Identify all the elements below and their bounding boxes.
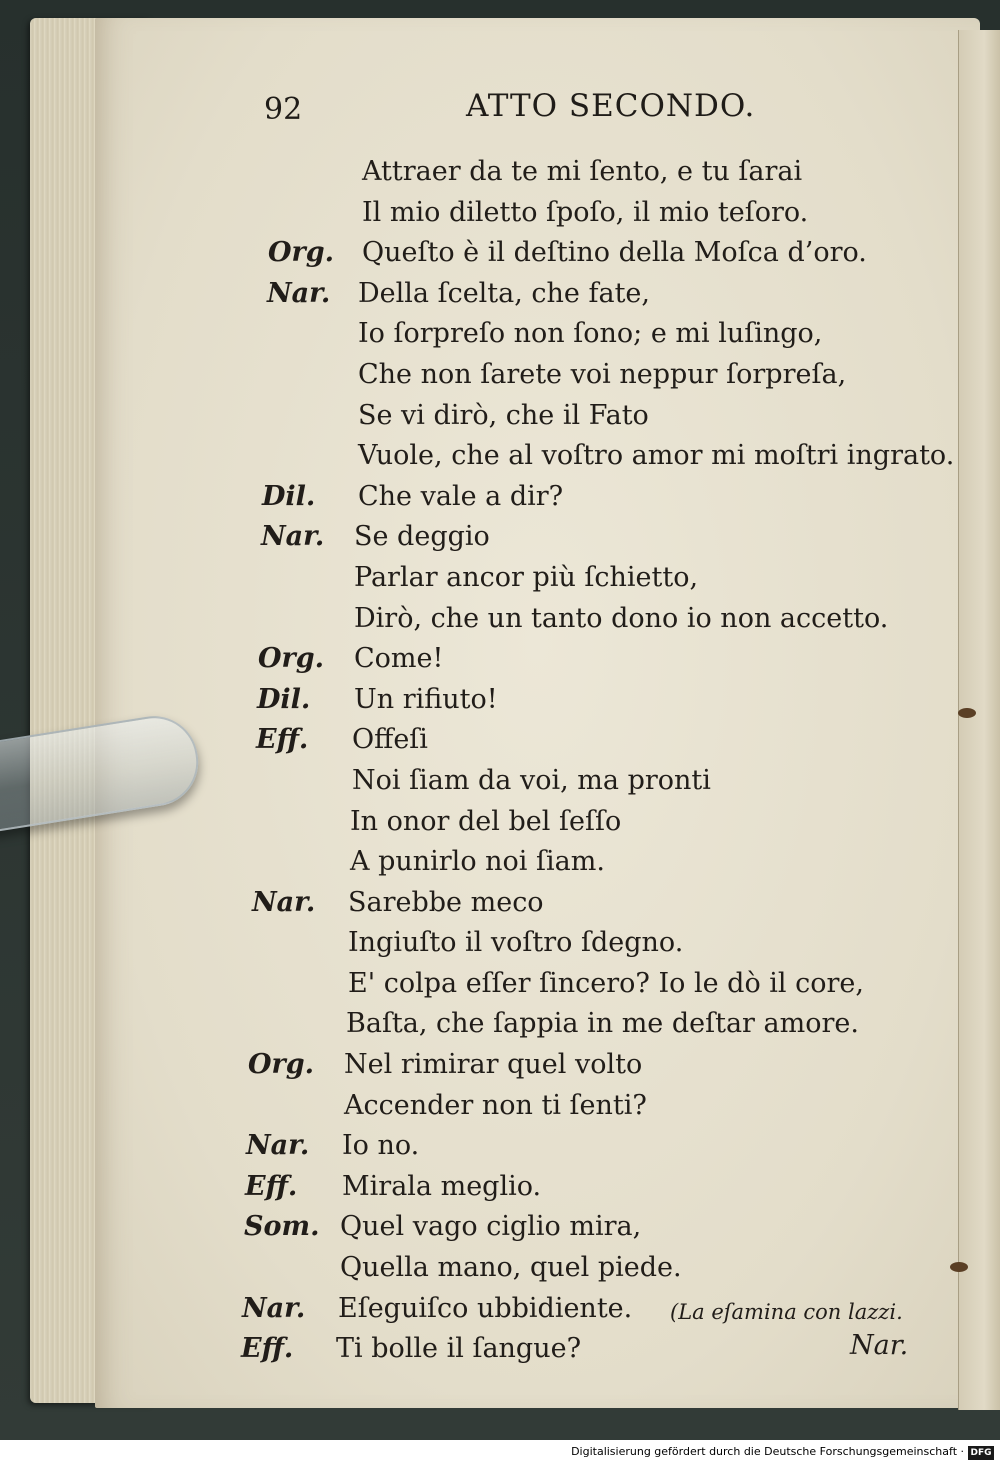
verse-text: Che vale a dir? (358, 480, 564, 512)
speaker-label: Org. (268, 237, 335, 269)
verse-line (240, 802, 940, 843)
running-header (0, 88, 1000, 138)
running-title: ATTO SECONDO. (466, 88, 756, 124)
verse-text: Ti bolle il ſangue? (336, 1333, 582, 1365)
verse-text: Noi ſiam da voi, ma pronti (352, 764, 711, 796)
speaker-label: Eff. (256, 724, 309, 756)
speaker-label: Nar. (267, 277, 331, 309)
verse-line (240, 233, 940, 274)
verse-line (240, 1329, 940, 1370)
verse-text: E' colpa eſſer ſincero? Io le dò il core, (348, 967, 864, 999)
facing-page-edge (958, 30, 1000, 1410)
speaker-label: Nar. (252, 886, 316, 918)
verse-line (240, 680, 940, 721)
verse-line (240, 1126, 940, 1167)
verse-text: Vuole, che al voſtro amor mi moſtri ingrato. (358, 440, 955, 472)
verse-text: Queſto è il deſtino della Moſca d’oro. (362, 237, 867, 269)
speaker-label: Dil. (262, 480, 316, 512)
verse-text: Se vi dirò, che il Fato (358, 399, 649, 431)
verse-line (240, 314, 940, 355)
binding-thread (958, 708, 976, 718)
verse-text: Quel vago ciglio mira, (340, 1211, 642, 1243)
verse-line (240, 193, 940, 234)
verse-text: Della ſcelta, che fate, (358, 277, 650, 309)
verse-text: Io no. (342, 1130, 420, 1162)
verse-line (240, 396, 940, 437)
page-number: 92 (264, 92, 303, 127)
verse-text: Il mio diletto ſpoſo, il mio teſoro. (362, 196, 809, 228)
verse-text: Dirò, che un tanto dono io non accetto. (354, 602, 889, 634)
verse-text: Io ſorpreſo non ſono; e mi luſingo, (358, 318, 823, 350)
speaker-label: Dil. (257, 683, 311, 715)
verse-text: Parlar ancor più ſchietto, (354, 561, 699, 593)
verse-text: Mirala meglio. (342, 1170, 542, 1202)
verse-line (240, 517, 940, 558)
speaker-label: Som. (244, 1211, 320, 1243)
verse-line (240, 964, 940, 1005)
verse-line (240, 1004, 940, 1045)
verse-line (240, 1289, 940, 1330)
verse-line (240, 923, 940, 964)
verse-text: A punirlo noi ſiam. (350, 846, 605, 878)
speaker-label: Nar. (246, 1130, 310, 1162)
verse-text: Un rifiuto! (354, 683, 498, 715)
dfg-logo: DFG (968, 1446, 994, 1460)
speaker-label: Eff. (241, 1333, 294, 1365)
verse-line (240, 720, 940, 761)
speaker-label: Nar. (261, 521, 325, 553)
verse-line (240, 1086, 940, 1127)
funding-credit: Digitalisierung gefördert durch die Deutsche Forschungsgemeinschaft · (571, 1445, 964, 1458)
verse-line (240, 1167, 940, 1208)
speaker-label: Eff. (245, 1170, 298, 1202)
verse-line (240, 477, 940, 518)
verse-text: Che non ſarete voi neppur ſorpreſa, (358, 358, 847, 390)
speaker-label: Nar. (242, 1292, 306, 1324)
binding-thread (950, 1262, 968, 1272)
verse-text: Se deggio (354, 521, 490, 553)
speaker-label: Org. (258, 643, 325, 675)
verse-line (240, 152, 940, 193)
verse-text: Offeſi (352, 724, 428, 756)
verse-text: Attraer da te mi ſento, e tu ſarai (362, 156, 803, 187)
verse-text: In onor del bel ſeſſo (350, 805, 622, 837)
verse-text: Quella mano, quel piede. (340, 1252, 682, 1284)
verse-line (240, 883, 940, 924)
verse-line (240, 1248, 940, 1289)
verse-line (240, 558, 940, 599)
catchword: Nar. (850, 1330, 909, 1361)
verse-text: Baſta, che ſappia in me deſtar amore. (346, 1008, 859, 1040)
verse-line (240, 1045, 940, 1086)
play-text (240, 152, 955, 1370)
verse-line (240, 639, 940, 680)
verse-line (240, 274, 940, 315)
verse-text: Nel rimirar quel volto (344, 1049, 643, 1081)
verse-line (240, 842, 940, 883)
verse-line (240, 599, 940, 640)
verse-text: Eſeguiſco ubbidiente. (338, 1292, 633, 1324)
verse-line (240, 761, 940, 802)
verse-line (240, 1207, 940, 1248)
verse-line (240, 436, 955, 477)
speaker-label: Org. (248, 1049, 315, 1081)
verse-text: Ingiuſto il voſtro ſdegno. (348, 927, 684, 959)
verse-text: Come! (354, 643, 444, 675)
footer-bar (0, 1440, 1000, 1468)
verse-line (240, 355, 940, 396)
verse-text: Accender non ti ſenti? (344, 1089, 647, 1121)
verse-text: Sarebbe meco (348, 886, 544, 918)
stage-direction: (La eſamina con lazzi. (670, 1299, 903, 1324)
